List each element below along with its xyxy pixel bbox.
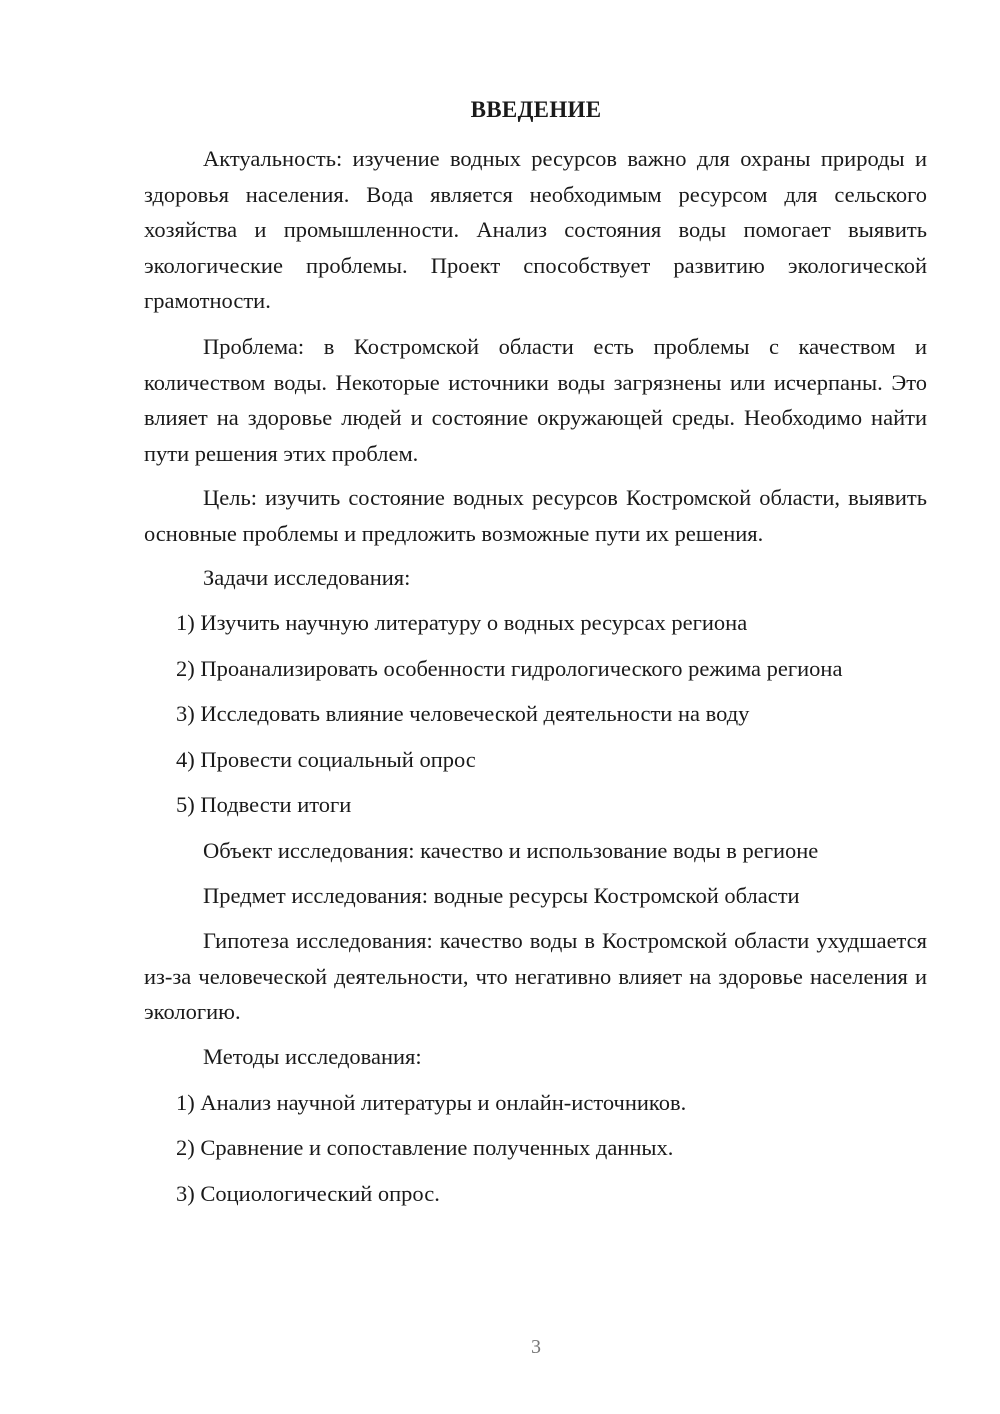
tasks-heading: Задачи исследования: bbox=[203, 565, 411, 590]
method-item: 1) Анализ научной литературы и онлайн-источников. bbox=[176, 1090, 687, 1115]
method-item: 3) Социологический опрос. bbox=[176, 1181, 440, 1206]
hypothesis-paragraph: Гипотеза исследования: качество воды в Костромской области ухудшается из-за человеческой деятельности, что негативно влияет на здоровье населения и экологию. bbox=[144, 928, 927, 1024]
task-item: 3) Исследовать влияние человеческой деятельности на воду bbox=[176, 701, 750, 726]
research-object: Объект исследования: качество и использование воды в регионе bbox=[203, 838, 819, 863]
problem-paragraph: Проблема: в Костромской области есть проблемы с качеством и количеством воды. Некоторые источники воды загрязнены или исчерпаны. Это влияет на здоровье людей и состояние окружающей среды. Необходимо найти пути решения этих проблем. bbox=[144, 334, 927, 466]
goal-paragraph: Цель: изучить состояние водных ресурсов Костромской области, выявить основные проблемы и предложить возможные пути их решения. bbox=[144, 485, 927, 546]
method-item: 2) Сравнение и сопоставление полученных данных. bbox=[176, 1135, 674, 1160]
relevance-paragraph: Актуальность: изучение водных ресурсов важно для охраны природы и здоровья населения. Вода является необходимым ресурсом для сельского хозяйства и промышленности. Анализ состояния воды помогает выявить экологические проблемы. Проект способствует развитию экологической грамотности. bbox=[144, 146, 927, 313]
document-title: ВВЕДЕНИЕ bbox=[470, 97, 602, 122]
task-item: 4) Провести социальный опрос bbox=[176, 747, 476, 772]
page-number: 3 bbox=[531, 1336, 541, 1358]
task-item: 5) Подвести итоги bbox=[176, 792, 352, 817]
task-item: 1) Изучить научную литературу о водных ресурсах региона bbox=[176, 610, 748, 635]
task-item: 2) Проанализировать особенности гидрологического режима региона bbox=[176, 656, 843, 681]
research-subject: Предмет исследования: водные ресурсы Костромской области bbox=[203, 883, 800, 908]
methods-heading: Методы исследования: bbox=[203, 1044, 422, 1069]
